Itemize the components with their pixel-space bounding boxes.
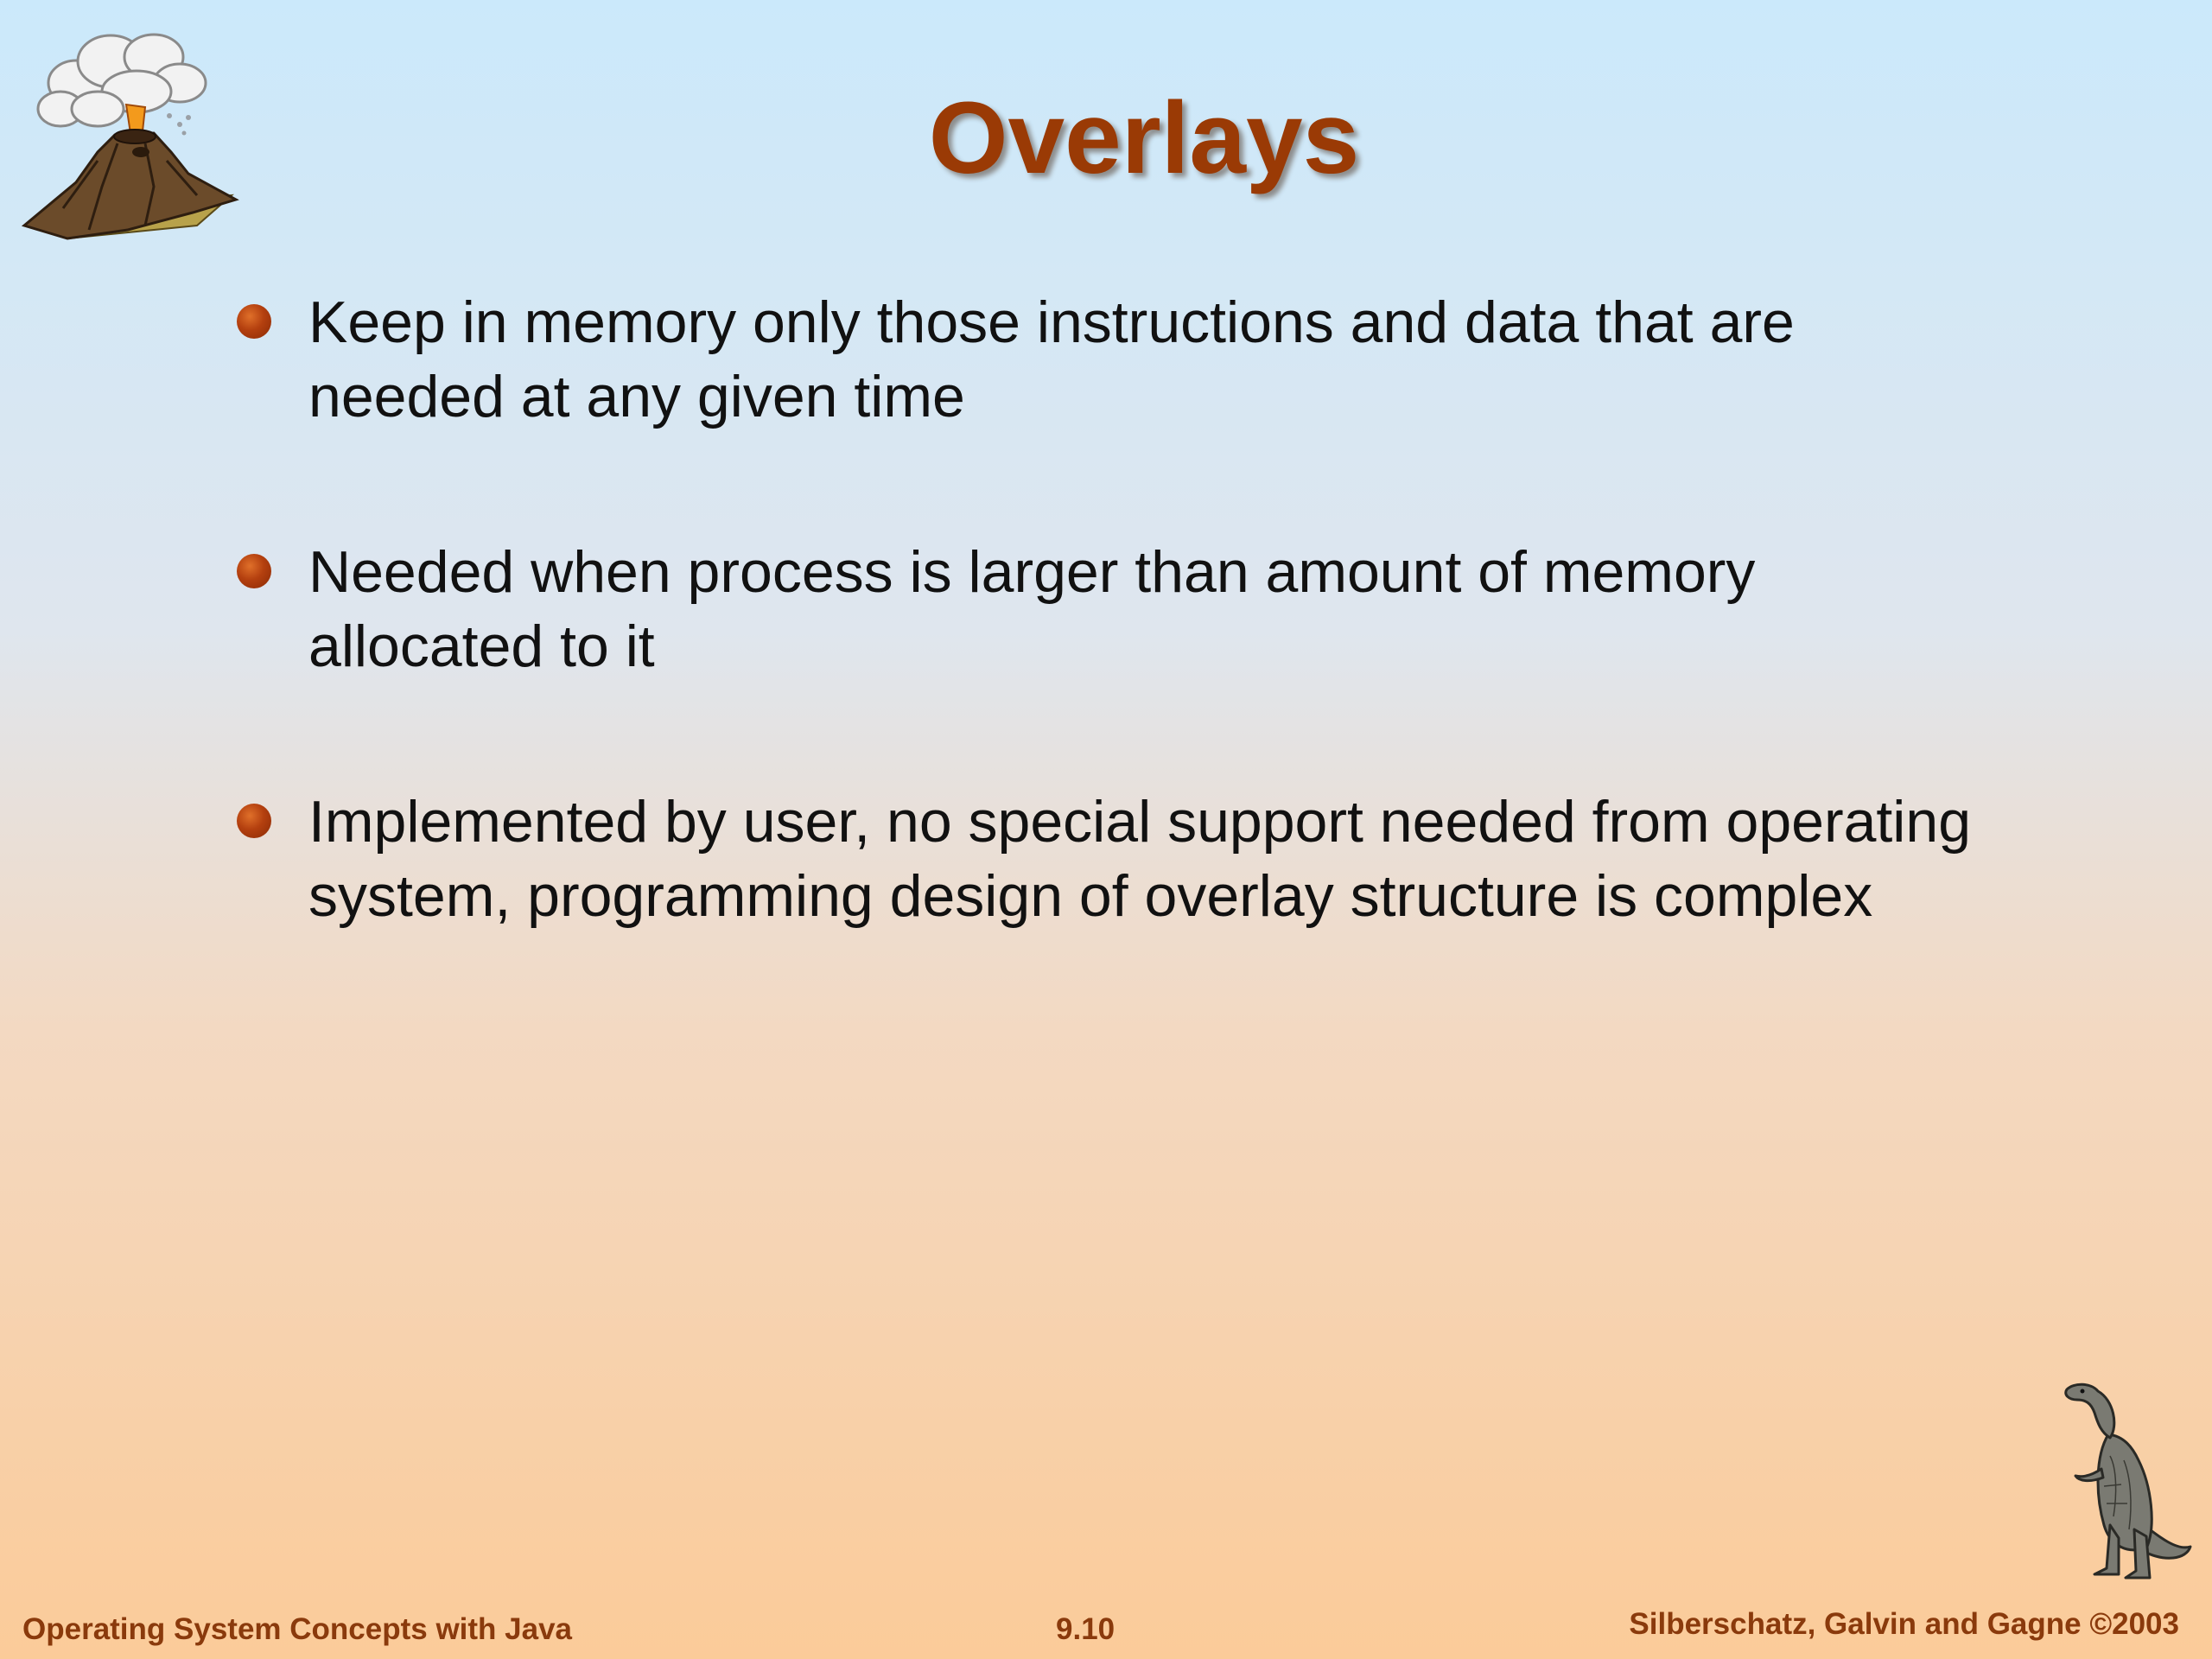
bullet-list: [229, 285, 2087, 1034]
bullet-line: Implemented by user, no special support needed from operating: [308, 789, 1972, 855]
bullet-item: [229, 785, 2087, 933]
bullet-dot-icon: [237, 804, 271, 838]
footer-course-title: Operating System Concepts with Java: [22, 1612, 573, 1646]
dinosaur-icon: [2056, 1374, 2195, 1590]
bullet-line: system, programming design of overlay structure is complex: [308, 863, 1873, 929]
bullet-line: Keep in memory only those instructions and data that are: [308, 289, 1795, 355]
bullet-line: needed at any given time: [308, 364, 965, 429]
bullet-dot-icon: [237, 304, 271, 339]
bullet-item: [229, 535, 2087, 683]
bullet-text: [308, 785, 2087, 933]
bullet-text: [308, 285, 2087, 434]
bullet-line: allocated to it: [308, 613, 655, 679]
bullet-line: Needed when process is larger than amount of memory: [308, 539, 1756, 605]
bullet-text: [308, 535, 2087, 683]
footer-copyright: Silberschatz, Galvin and Gagne ©2003: [1629, 1607, 2179, 1641]
footer-slide-number: 9.10: [1056, 1612, 1116, 1646]
bullet-item: [229, 285, 2087, 434]
bullet-dot-icon: [237, 554, 271, 588]
slide-title: Overlays: [928, 81, 1360, 195]
